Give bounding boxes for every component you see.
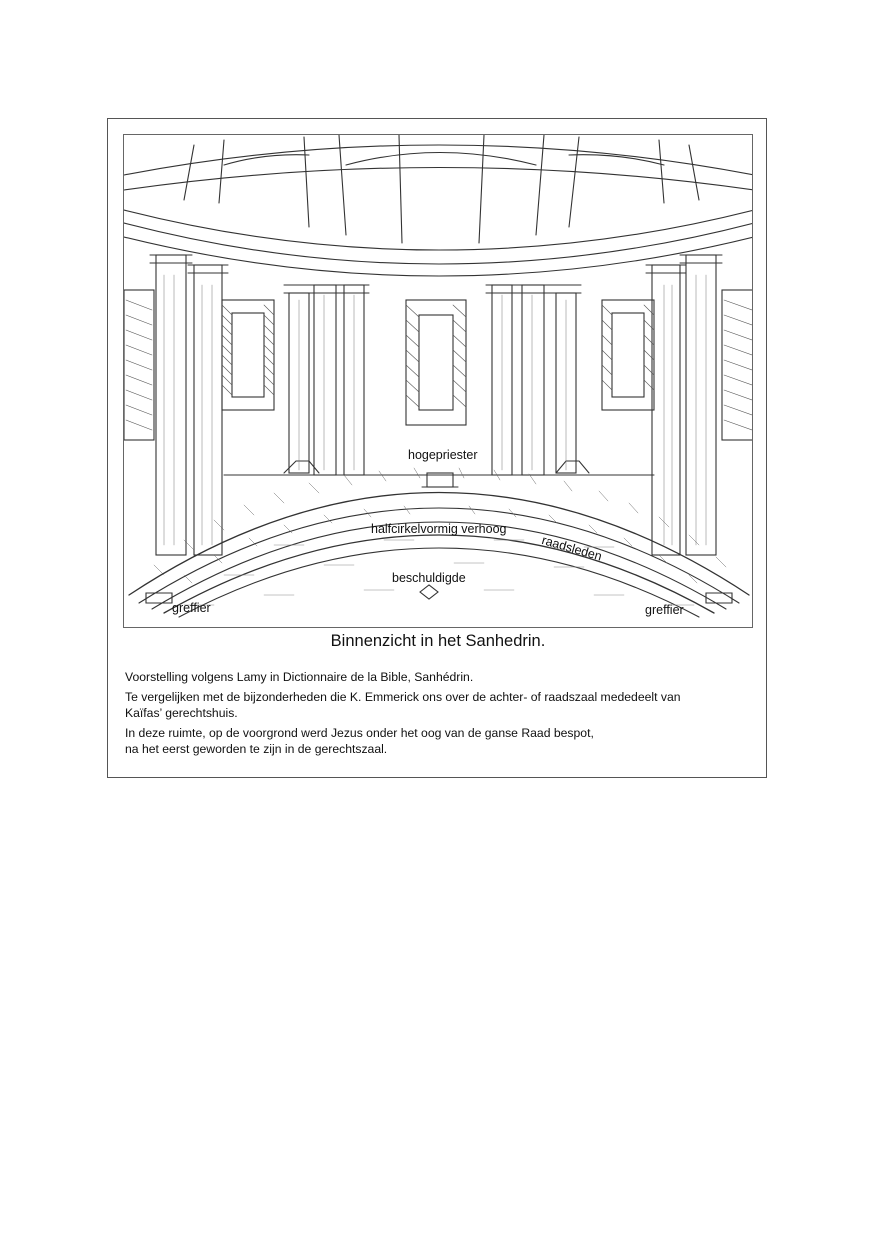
label-hogepriester: hogepriester (408, 448, 478, 462)
sanhedrin-illustration (123, 134, 753, 628)
paragraph-context-line1: In deze ruimte, op de voorgrond werd Jezus onder het oog van de ganse Raad bespot, (125, 726, 594, 740)
paragraph-comparison-line1: Te vergelijken met de bijzonderheden die K. Emmerick ons over de achter- of raadszaal mededeelt van (125, 690, 681, 704)
sanhedrin-drawing (124, 135, 753, 628)
label-beschuldigde: beschuldigde (392, 571, 466, 585)
label-greffier-right: greffier (645, 603, 684, 617)
label-raadsleden: raadsleden (540, 533, 604, 564)
paragraph-comparison (125, 689, 755, 721)
paragraph-comparison-line2: Kaïfas’ gerechtshuis. (125, 706, 238, 720)
label-verhoog: halfcirkelvormig verhoog (371, 522, 507, 536)
figure-frame (107, 118, 767, 778)
paragraph-context-line2: na het eerst geworden te zijn in de gerechtszaal. (125, 742, 388, 756)
description-text (125, 669, 755, 761)
paragraph-source: Voorstelling volgens Lamy in Dictionnaire de la Bible, Sanhédrin. (125, 670, 474, 684)
paragraph-context (125, 725, 755, 757)
label-greffier-left: greffier (172, 601, 211, 615)
figure-caption: Binnenzicht in het Sanhedrin. (330, 632, 546, 650)
